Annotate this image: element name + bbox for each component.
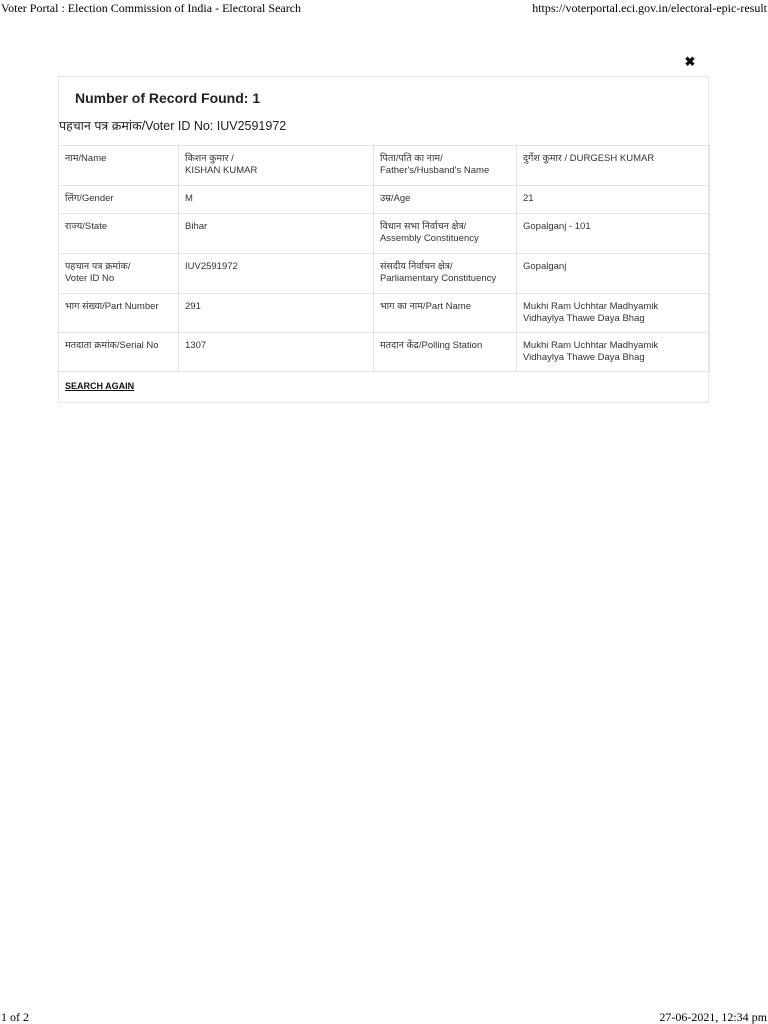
field-label: [374, 333, 517, 372]
field-value: [517, 333, 710, 372]
value-line: Vidhaylya Thawe Daya Bhag: [523, 313, 645, 324]
search-again-link[interactable]: SEARCH AGAIN: [65, 381, 135, 391]
value-line: KISHAN KUMAR: [185, 165, 258, 176]
label-line: संसदीय निर्वाचन क्षेत्र/: [380, 261, 453, 272]
field-label: [374, 294, 517, 333]
label-line: Parliamentary Constituency: [380, 273, 497, 284]
field-value: [517, 146, 710, 186]
value-line: Mukhi Ram Uchhtar Madhyamik: [523, 340, 659, 351]
close-icon[interactable]: ✖: [684, 54, 696, 69]
value-line: IUV2591972: [185, 261, 238, 272]
table-row: [59, 254, 710, 294]
field-value: [517, 254, 710, 294]
record-count-heading: Number of Record Found: 1: [75, 90, 261, 106]
result-card: [58, 76, 709, 403]
label-line: पहचान पत्र क्रमांक/: [65, 261, 131, 272]
field-value: [179, 186, 374, 214]
field-label: [374, 146, 517, 186]
label-line: Voter ID No: [65, 273, 115, 284]
label-line: मतदान केंद्र/Polling Station: [380, 340, 483, 351]
field-value: [179, 214, 374, 254]
value-line: Mukhi Ram Uchhtar Madhyamik: [523, 301, 659, 312]
label-line: नाम/Name: [65, 153, 107, 164]
value-line: 1307: [185, 340, 207, 351]
field-label: [59, 294, 179, 333]
table-row: [59, 294, 710, 333]
value-line: 21: [523, 193, 534, 204]
field-value: [517, 214, 710, 254]
value-line: दुर्गेश कुमार / DURGESH KUMAR: [523, 153, 655, 164]
field-value: [179, 254, 374, 294]
value-line: किशन कुमार /: [185, 153, 234, 164]
label-line: मतदाता क्रमांक/Serial No: [65, 340, 159, 351]
field-label: [374, 214, 517, 254]
field-value: [517, 294, 710, 333]
value-line: M: [185, 193, 193, 204]
voter-details-table: [58, 145, 710, 372]
value-line: 291: [185, 301, 201, 312]
print-header-title: Voter Portal : Election Commission of India - Electoral Search: [1, 1, 302, 15]
value-line: Gopalganj - 101: [523, 221, 591, 232]
field-label: [59, 333, 179, 372]
field-label: [374, 186, 517, 214]
field-label: [374, 254, 517, 294]
voter-id-subheading: पहचान पत्र क्रमांक/Voter ID No: IUV2591972: [59, 119, 287, 133]
field-label: [59, 146, 179, 186]
field-label: [59, 254, 179, 294]
value-line: Gopalganj: [523, 261, 567, 272]
field-value: [179, 294, 374, 333]
field-label: [59, 214, 179, 254]
field-label: [59, 186, 179, 214]
label-line: पिता/पति का नाम/: [380, 153, 443, 164]
label-line: भाग का नाम/Part Name: [380, 301, 471, 312]
print-footer-page: 1 of 2: [1, 1010, 29, 1024]
value-line: Bihar: [185, 221, 208, 232]
table-row: [59, 186, 710, 214]
label-line: Assembly Constituency: [380, 233, 479, 244]
table-row: [59, 146, 710, 186]
field-value: [179, 146, 374, 186]
label-line: लिंग/Gender: [65, 193, 114, 204]
print-header-url: https://voterportal.eci.gov.in/electoral-epic-result: [532, 1, 767, 15]
value-line: Vidhaylya Thawe Daya Bhag: [523, 352, 645, 363]
label-line: राज्य/State: [65, 221, 108, 232]
table-row: [59, 333, 710, 372]
table-row: [59, 214, 710, 254]
print-footer-datetime: 27-06-2021, 12:34 pm: [659, 1010, 767, 1024]
field-value: [179, 333, 374, 372]
label-line: Father's/Husband's Name: [380, 165, 490, 176]
label-line: विधान सभा निर्वाचन क्षेत्र/: [380, 221, 467, 232]
label-line: भाग संख्या/Part Number: [65, 301, 159, 312]
field-value: [517, 186, 710, 214]
label-line: उम्र/Age: [380, 193, 411, 204]
